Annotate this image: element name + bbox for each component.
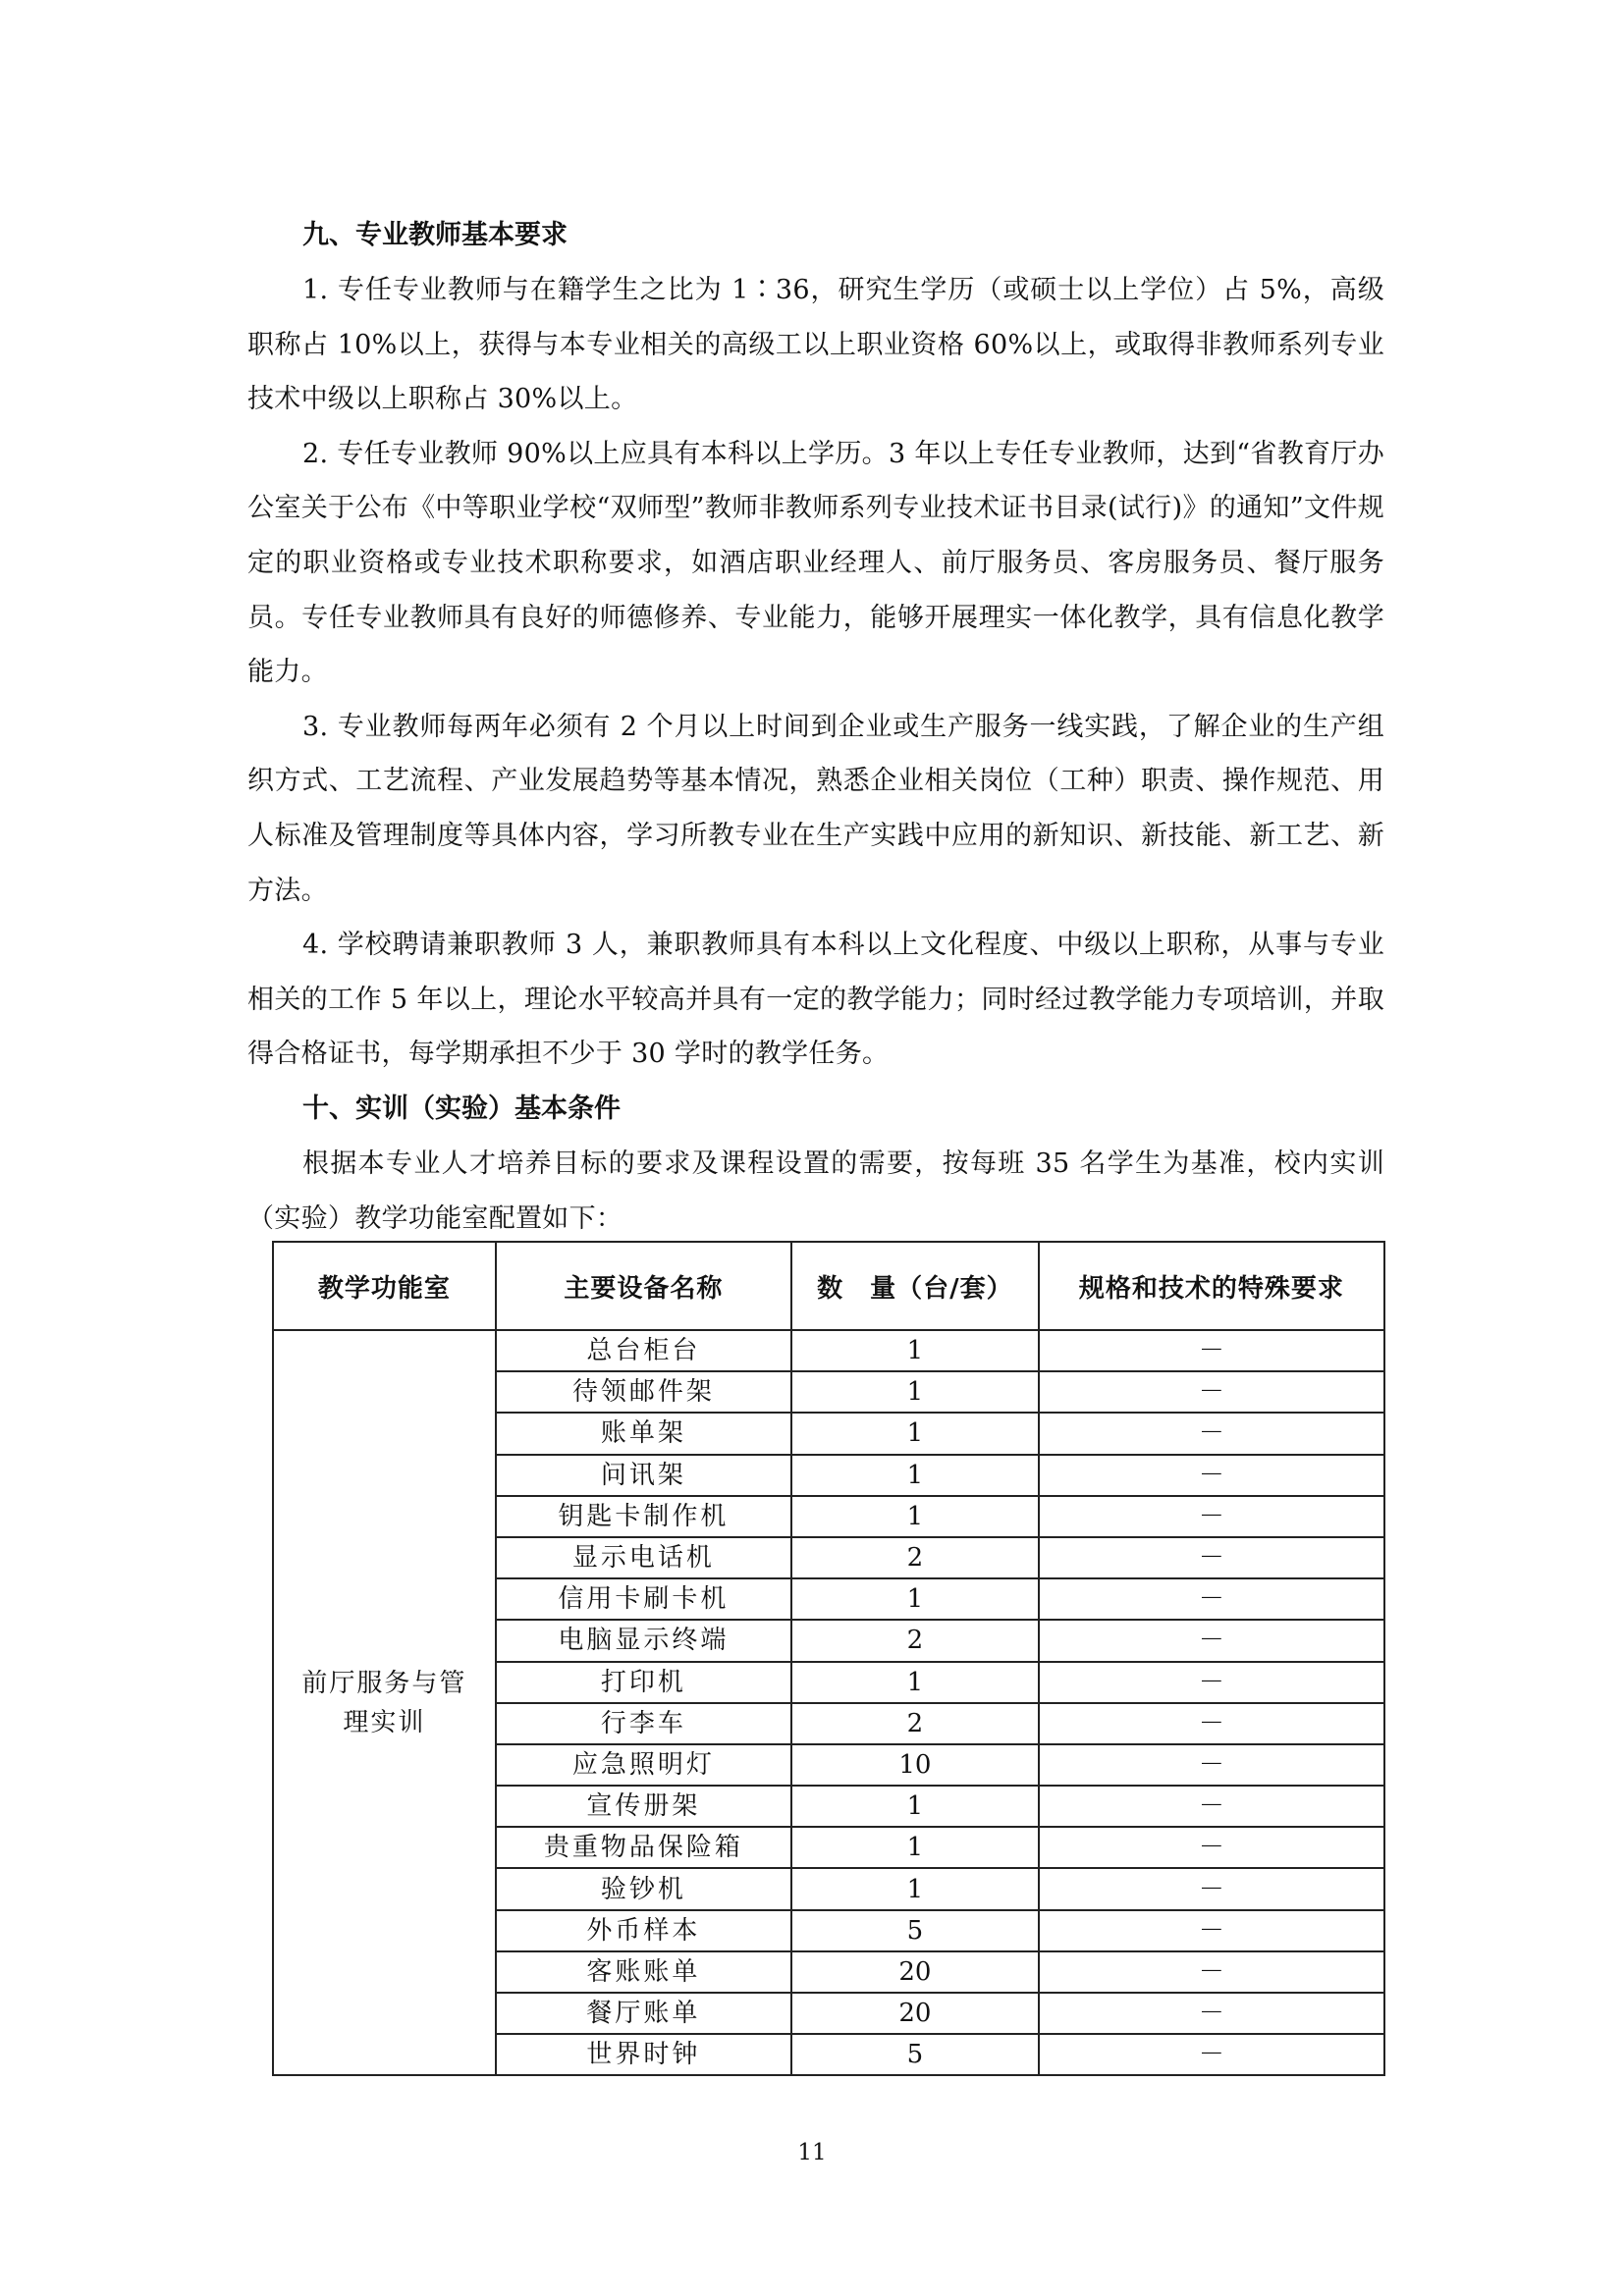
- section-9-paragraph-3: 3. 专业教师每两年必须有 2 个月以上时间到企业或生产服务一线实践，了解企业的生产组织方式、工艺流程、产业发展趋势等基本情况，熟悉企业相关岗位（工种）职责、操作规范、用人标准及管理制度等具体内容，学习所教专业在生产实践中应用的新知识、新技能、新工艺、新方法。: [247, 711, 1384, 906]
- section-9-paragraph-2: 2. 专任专业教师 90%以上应具有本科以上学历。3 年以上专任专业教师，达到“省教育厅办公室关于公布《中等职业学校“双师型”教师非教师系列专业技术证书目录(试行)》的通知”文件规定的职业资格或专业技术职称要求，如酒店职业经理人、前厅服务员、客房服务员、餐厅服务员。专任专业教师具有良好的师德修养、专业能力，能够开展理实一体化教学，具有信息化教学能力。: [247, 438, 1384, 688]
- spec-cell: －: [1039, 2034, 1384, 2075]
- header-room: 教学功能室: [273, 1242, 496, 1330]
- table-body: [273, 1330, 1384, 2075]
- equipment-name-cell: 信用卡刷卡机: [496, 1578, 791, 1620]
- equipment-name-cell: 待领邮件架: [496, 1371, 791, 1413]
- spec-cell: －: [1039, 1455, 1384, 1496]
- header-quantity: 数 量（台/套）: [791, 1242, 1039, 1330]
- quantity-cell: 20: [791, 1993, 1039, 2034]
- spec-cell: －: [1039, 1620, 1384, 1661]
- equipment-name-cell: 显示电话机: [496, 1537, 791, 1578]
- quantity-cell: 2: [791, 1703, 1039, 1744]
- equipment-name-cell: 宣传册架: [496, 1786, 791, 1827]
- quantity-cell: 10: [791, 1744, 1039, 1786]
- spec-cell: －: [1039, 1868, 1384, 1909]
- spec-cell: －: [1039, 1993, 1384, 2034]
- spec-cell: －: [1039, 1578, 1384, 1620]
- equipment-name-cell: 钥匙卡制作机: [496, 1496, 791, 1537]
- section-9-heading: 九、专业教师基本要求: [302, 220, 568, 250]
- quantity-cell: 1: [791, 1455, 1039, 1496]
- quantity-cell: 1: [791, 1578, 1039, 1620]
- spec-cell: －: [1039, 1786, 1384, 1827]
- section-9-paragraph-1: 1. 专任专业教师与在籍学生之比为 1∶36，研究生学历（或硕士以上学位）占 5%，高级职称占 10%以上，获得与本专业相关的高级工以上职业资格 60%以上，或取得非教师系列专业技术中级以上职称占 30%以上。: [247, 275, 1384, 415]
- equipment-name-cell: 总台柜台: [496, 1330, 791, 1371]
- table-header-row: [273, 1242, 1384, 1330]
- equipment-table: [272, 1241, 1385, 2076]
- quantity-cell: 1: [791, 1371, 1039, 1413]
- equipment-name-cell: 贵重物品保险箱: [496, 1827, 791, 1868]
- table-row: [273, 1330, 1384, 1371]
- quantity-cell: 1: [791, 1413, 1039, 1454]
- equipment-name-cell: 外币样本: [496, 1910, 791, 1951]
- spec-cell: －: [1039, 1330, 1384, 1371]
- equipment-name-cell: 应急照明灯: [496, 1744, 791, 1786]
- quantity-cell: 1: [791, 1786, 1039, 1827]
- spec-cell: －: [1039, 1537, 1384, 1578]
- section-9-paragraph-4: 4. 学校聘请兼职教师 3 人，兼职教师具有本科以上文化程度、中级以上职称，从事与专业相关的工作 5 年以上，理论水平较高并具有一定的教学能力；同时经过教学能力专项培训，并取得合格证书，每学期承担不少于 30 学时的教学任务。: [247, 930, 1384, 1070]
- spec-cell: －: [1039, 1951, 1384, 1993]
- equipment-name-cell: 电脑显示终端: [496, 1620, 791, 1661]
- quantity-cell: 1: [791, 1827, 1039, 1868]
- header-spec: 规格和技术的特殊要求: [1039, 1242, 1384, 1330]
- spec-cell: －: [1039, 1496, 1384, 1537]
- equipment-name-cell: 账单架: [496, 1413, 791, 1454]
- quantity-cell: 1: [791, 1868, 1039, 1909]
- quantity-cell: 20: [791, 1951, 1039, 1993]
- quantity-cell: 5: [791, 1910, 1039, 1951]
- quantity-cell: 2: [791, 1537, 1039, 1578]
- section-10-heading: 十、实训（实验）基本条件: [302, 1093, 621, 1124]
- spec-cell: －: [1039, 1371, 1384, 1413]
- spec-cell: －: [1039, 1413, 1384, 1454]
- equipment-name-cell: 行李车: [496, 1703, 791, 1744]
- spec-cell: －: [1039, 1703, 1384, 1744]
- spec-cell: －: [1039, 1662, 1384, 1703]
- equipment-name-cell: 世界时钟: [496, 2034, 791, 2075]
- section-10-intro: 根据本专业人才培养目标的要求及课程设置的需要，按每班 35 名学生为基准，校内实训（实验）教学功能室配置如下：: [247, 1148, 1384, 1234]
- quantity-cell: 5: [791, 2034, 1039, 2075]
- equipment-name-cell: 餐厅账单: [496, 1993, 791, 2034]
- equipment-name-cell: 问讯架: [496, 1455, 791, 1496]
- page-number: 11: [797, 2140, 827, 2165]
- equipment-name-cell: 客账账单: [496, 1951, 791, 1993]
- spec-cell: －: [1039, 1744, 1384, 1786]
- header-equipment: 主要设备名称: [496, 1242, 791, 1330]
- quantity-cell: 2: [791, 1620, 1039, 1661]
- quantity-cell: 1: [791, 1662, 1039, 1703]
- equipment-name-cell: 打印机: [496, 1662, 791, 1703]
- quantity-cell: 1: [791, 1330, 1039, 1371]
- quantity-cell: 1: [791, 1496, 1039, 1537]
- page-content: [247, 208, 1384, 1246]
- equipment-name-cell: 验钞机: [496, 1868, 791, 1909]
- spec-cell: －: [1039, 1827, 1384, 1868]
- room-cell: 前厅服务与管理实训: [273, 1330, 496, 2075]
- spec-cell: －: [1039, 1910, 1384, 1951]
